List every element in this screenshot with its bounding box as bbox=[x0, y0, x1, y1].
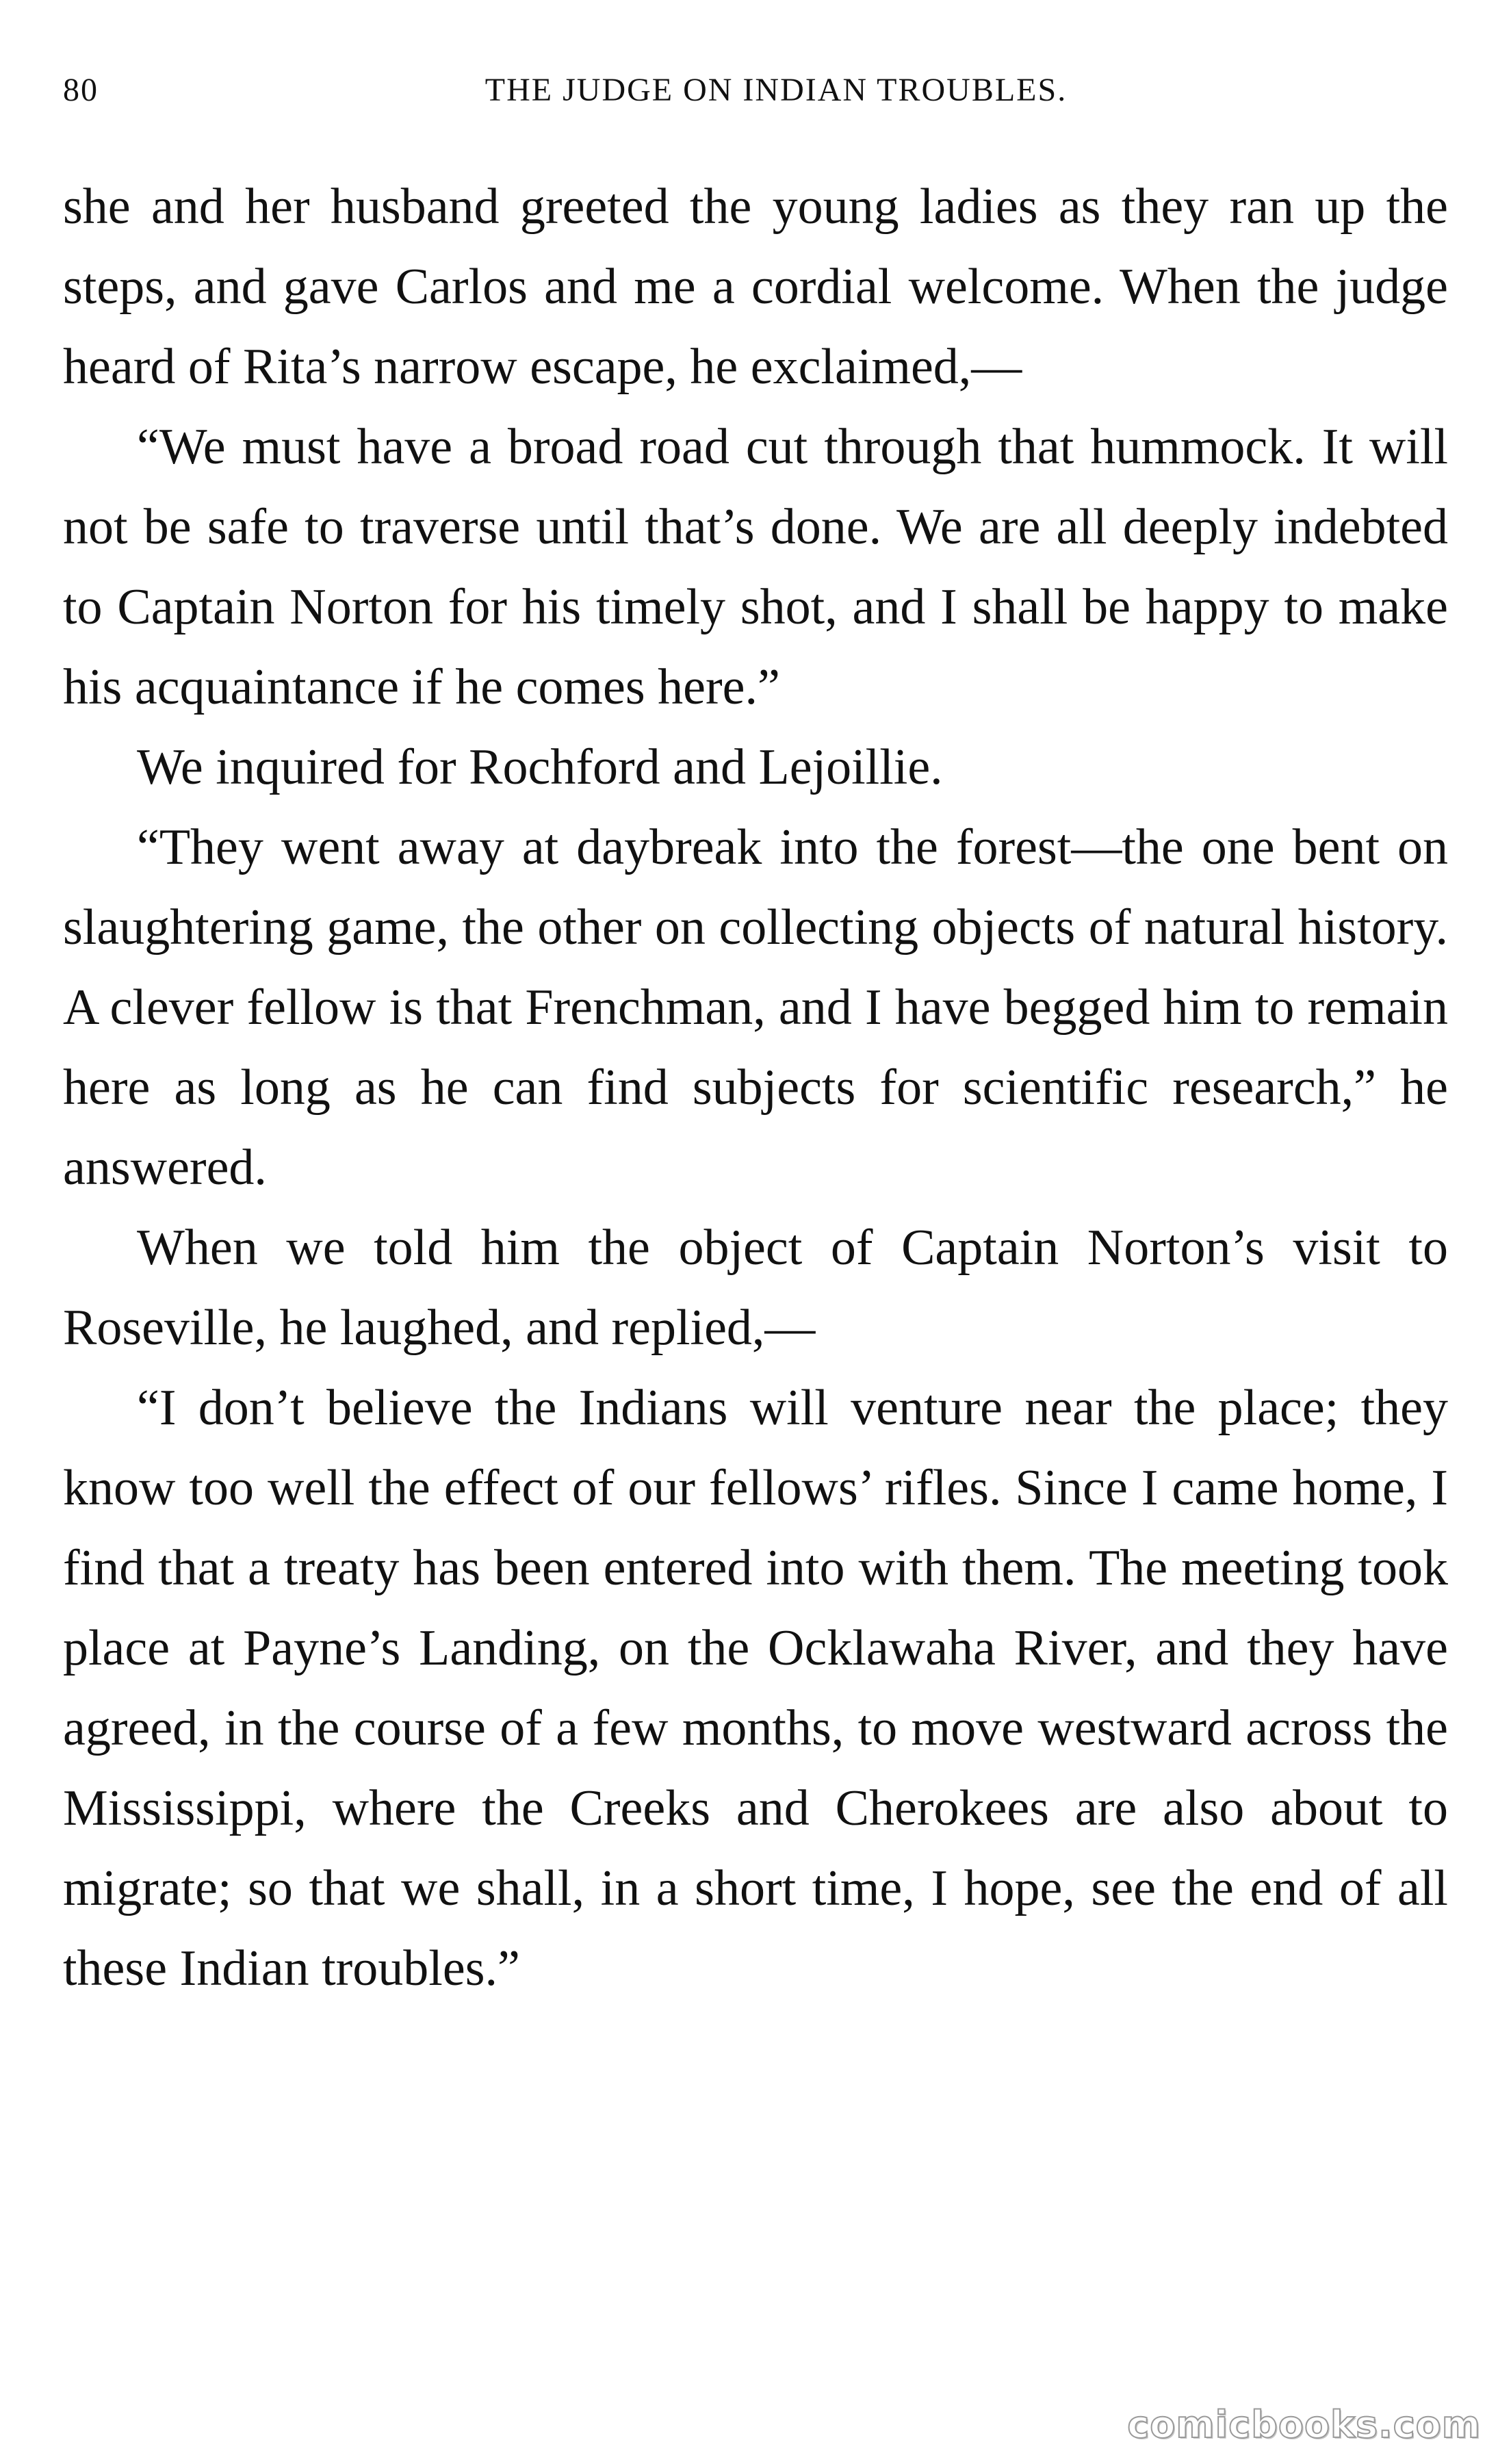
paragraph-inquiry: We inquired for Rochford and Lejoillie. bbox=[137, 739, 943, 795]
paragraph-roseville: When we told him the object of Captain Norton’s visit to Roseville, he laughed, and replied,— bbox=[63, 1220, 1448, 1356]
running-head bbox=[63, 63, 1448, 118]
paragraph-judge-quote: “We must have a broad road cut through that hummock. It will not be safe to traverse until that’s done. We are all deeply indebted to Captain Norton for his timely shot, and I shall be happy to make his acquaintance if he comes here.” bbox=[63, 419, 1448, 715]
body-text bbox=[63, 167, 1448, 2009]
page-number: 80 bbox=[63, 72, 99, 108]
paragraph-forest-quote: “They went away at daybreak into the forest—the one bent on slaughtering game, the other on collecting objects of natural history. A clever fellow is that Frenchman, and I have begged him to remain here as long as he can find subjects for scientific research,” he answered. bbox=[63, 819, 1448, 1196]
paragraph-treaty-quote: “I don’t believe the Indians will venture near the place; they know too well the effect of our fellows’ rifles. Since I came home, I find that a treaty has been entered into with them. The meeting took place at Payne’s Landing, on the Ocklawaha River, and they have agreed, in the course of a few months, to move westward across the Mississippi, where the Creeks and Cherokees are also about to migrate; so that we shall, in a short time, I hope, see the end of all these Indian troubles.” bbox=[63, 1380, 1448, 1997]
watermark: comicbooks.com bbox=[1127, 2403, 1481, 2446]
paragraph-continued: she and her husband greeted the young ladies as they ran up the steps, and gave Carlos and me a cordial welcome. When the judge heard of Rita’s narrow escape, he exclaimed,— bbox=[63, 179, 1448, 395]
running-title: THE JUDGE ON INDIAN TROUBLES. bbox=[485, 72, 1068, 108]
